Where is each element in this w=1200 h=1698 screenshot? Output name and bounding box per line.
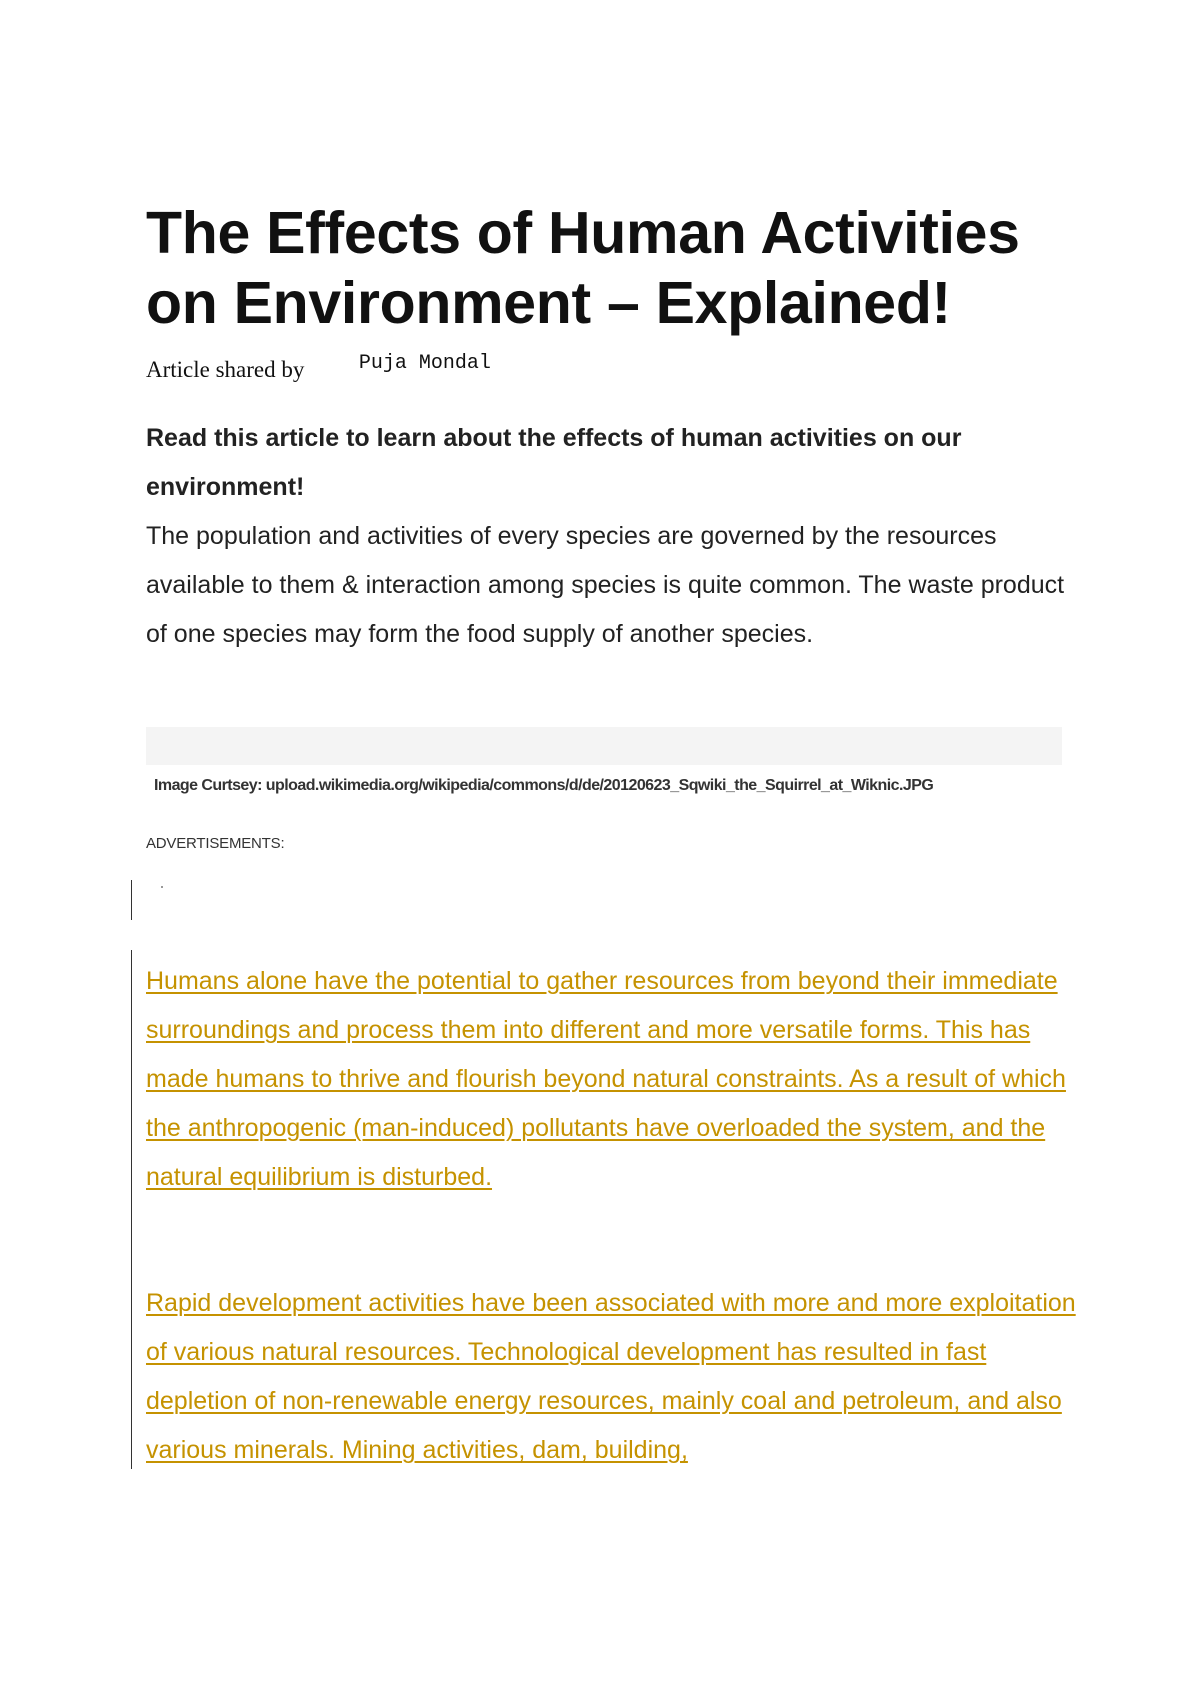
image-caption: Image Curtsey: upload.wikimedia.org/wikipedia/commons/d/de/20120623_Sqwiki_the_Squirrel_at_Wiknic.JPG — [154, 777, 934, 794]
article-lead: Read this article to learn about the effects of human activities on our environment! — [146, 424, 962, 501]
author-name[interactable]: Puja Mondal — [358, 352, 491, 375]
article-title: The Effects of Human Activities on Environment – Explained! — [146, 200, 1020, 336]
intro-paragraph: The population and activities of every species are governed by the resources available to them & interaction among species is quite common. The waste product of one species may form the food supply of another species. — [146, 522, 1065, 648]
ad-slot-marker — [161, 886, 163, 888]
change-bar — [131, 950, 132, 1242]
link-paragraph-2 — [146, 1279, 1086, 1475]
advertisements-label: ADVERTISEMENTS: — [146, 835, 285, 852]
paragraph-link-humans[interactable]: Humans alone have the potential to gather resources from beyond their immediate surroundings and process them into different and more versatile forms. This has made humans to thrive and flourish beyond natural constraints. As a result of which the anthropogenic (man-induced) pollutants have overloaded the system, and the natural equilibrium is disturbed. — [146, 967, 1066, 1191]
article-image-placeholder — [146, 727, 1062, 765]
ad-slot-border — [131, 880, 132, 920]
ad-slot — [131, 880, 171, 920]
change-bar — [131, 1241, 132, 1469]
link-paragraph-1 — [146, 957, 1086, 1202]
paragraph-link-development[interactable]: Rapid development activities have been associated with more and more exploitation of various natural resources. Technological development has resulted in fast depletion of non-renewable energy resources, mainly coal and petroleum, and also various minerals. Mining activities, dam, building, — [146, 1289, 1076, 1464]
byline — [146, 352, 491, 392]
byline-label: Article shared by — [146, 357, 305, 382]
